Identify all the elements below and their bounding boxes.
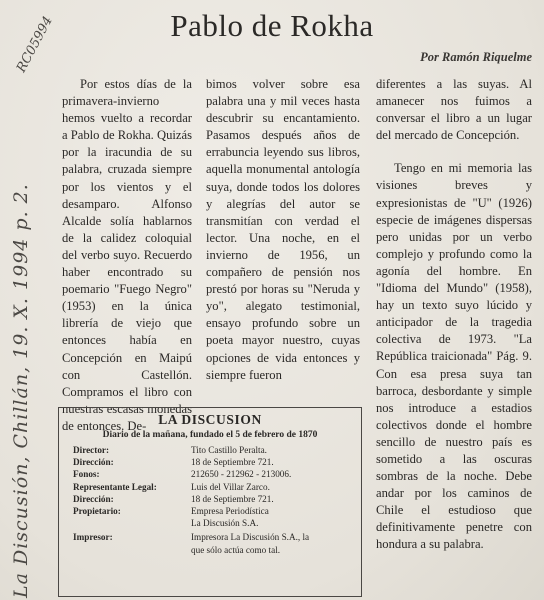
paragraph: Tengo en mi memoria las visiones breves y expresionistas de "U" (1926) especie de imágenes dispersas pero unidas por un verbo complejo y profundo como la agonía del hombre. En "Idioma del Mundo" (1958), hay un texto suyo lúcido y anticipador de la tragedia colectiva de 1973. "La República traicionada" Pág. 9. Con esa presa suya tan barroca, desbordante y simple nos introduce a estadios colectivos donde el hombre sencillo de nuestro país es sometido a las oscuras sombras de la noche. Debe andar por los caminos de Chile el estudioso que definitivamente penetre con hondura a su palabra. — [376, 161, 532, 552]
article-byline: Por Ramón Riquelme — [420, 50, 532, 64]
masthead-value: Luis del Villar Zarco. — [191, 481, 270, 492]
masthead-label: Representante Legal: — [73, 481, 157, 492]
article-column-1 — [62, 76, 192, 435]
masthead-value: Tito Castillo Peralta. — [191, 445, 267, 455]
paragraph: diferentes a las suyas. Al amanecer nos fuimos a conversar el libro a un lugar del mercado de Concepción. — [376, 77, 532, 143]
masthead-label: Propietario: — [73, 506, 121, 517]
masthead-label: Director: — [73, 445, 110, 455]
masthead-value: Empresa Periodística — [191, 506, 269, 517]
masthead-row — [65, 456, 355, 468]
source-note-handwritten: La Discusión, Chillán, 19. X. 1994 p. 2. — [10, 183, 32, 598]
masthead-value: que sólo actúa como tal. — [191, 544, 281, 555]
masthead-value: 212650 - 212962 - 213006. — [191, 469, 292, 480]
masthead-box — [58, 407, 362, 597]
masthead-row — [65, 517, 355, 529]
masthead-subtitle: Diario de la mañana, fundado el 5 de febrero de 1870 — [102, 430, 318, 440]
masthead-label: Impresor: — [73, 532, 113, 543]
masthead-row — [65, 481, 355, 493]
paragraph: bimos volver sobre esa palabra una y mil veces hasta descubrir su encantamiento. Pasamos después años de errabuncia leyendo sus libros, aquella monumental antología suya, donde todos los dolores y alegrías del autor se transmitían con verdad el lector. Una noche, en el invierno de 1956, un compañero de pensión nos prestó por horas su "Neruda y yo", alegato testimonial, ensayo profundo sobre un poeta mayor nuestro, cuyas opciones de vida entonces y siempre fueron — [206, 77, 360, 382]
masthead-row — [65, 493, 355, 505]
masthead-value: 18 de Septiembre 721. — [191, 457, 274, 468]
article-column-2 — [206, 76, 360, 384]
masthead-label: Dirección: — [73, 457, 114, 468]
paragraph: Por estos días de la primavera-invierno hemos vuelto a recordar a Pablo de Rokha. Quizás por la iracundia de su palabra, cruzada siempre por los vientos y el desamparo. Alfonso Alcalde solía hablarnos de la calidez coloquial del verbo suyo. Recuerdo haber encontrado su poemario "Fuego Negro" (1953) en la única librería de viejo que entonces había en Concepción en Maipú con Castellón. Compramos el libro con nuestras escasas monedas de entonces. De- — [62, 77, 192, 433]
masthead-label — [65, 544, 191, 556]
masthead-row — [65, 468, 355, 480]
masthead-row — [65, 531, 355, 543]
masthead-value: Impresora La Discusión S.A., la — [191, 532, 310, 543]
masthead-label: Fonos: — [73, 469, 100, 480]
masthead-label: Dirección: — [73, 493, 114, 504]
masthead-label — [65, 517, 191, 529]
masthead-row — [65, 505, 355, 517]
article-title: Pablo de Rokha — [170, 8, 374, 43]
clipping-id-handwritten: RC05994 — [14, 14, 56, 76]
masthead-row — [65, 444, 355, 456]
masthead-value: 18 de Septiembre 721. — [191, 493, 274, 504]
masthead-value: La Discusión S.A. — [191, 518, 259, 529]
masthead-name: LA DISCUSION — [158, 412, 262, 427]
article-column-3 — [376, 76, 532, 554]
masthead-row — [65, 544, 355, 556]
